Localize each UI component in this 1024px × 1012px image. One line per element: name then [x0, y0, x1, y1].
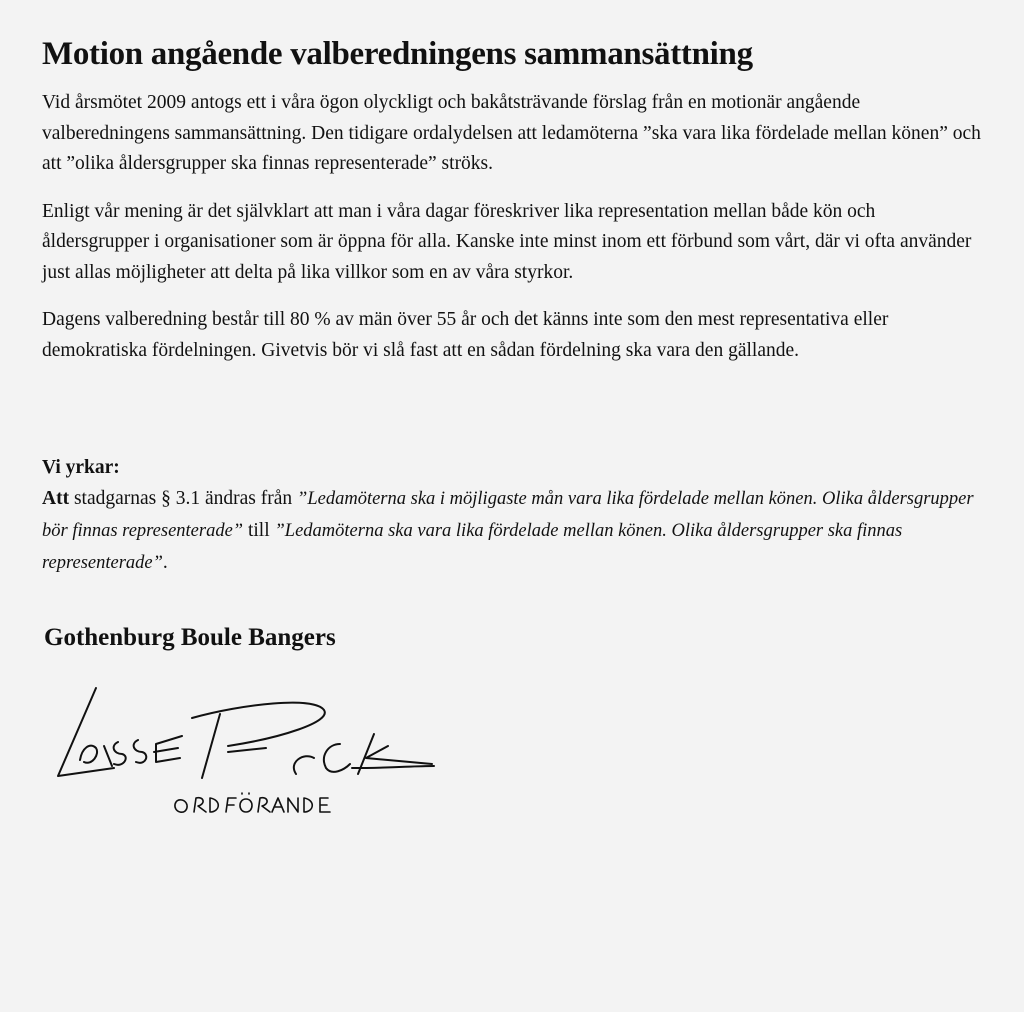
demand-text-middle: till — [243, 520, 275, 541]
paragraph-2: Enligt vår mening är det självklart att man i våra dagar föreskriver lika representation mellan både kön och åldersgrupper i organisationer som är öppna för alla. Kanske inte minst inom ett förbund som vårt, där vi ofta använder just allas möjligheter att delta på lika villkor som en av våra styrkor. — [42, 200, 972, 283]
demand-text-after: . — [162, 552, 168, 573]
demand-heading: Vi yrkar: — [42, 457, 120, 478]
document-body — [42, 88, 987, 383]
demand-section — [42, 452, 987, 579]
handwritten-signature — [52, 682, 452, 822]
demand-text — [42, 488, 974, 573]
paragraph-1: Vid årsmötet 2009 antogs ett i våra ögon olyckligt och bakåtsträvande förslag från en motionär angående valberedningens sammansättning. Den tidigare ordalydelsen att ledamöterna ”ska vara lika fördelade mellan könen” och att ”olika åldersgrupper ska finnas representerade” ströks. — [42, 92, 981, 174]
demand-quote-old: ”Ledamöterna ska i möjligaste mån vara lika fördelade mellan könen. Olika åldersgrupper bör finnas representerade” — [42, 489, 974, 541]
demand-text-before: stadgarnas § 3.1 ändras från — [69, 488, 298, 509]
paragraph-3: Dagens valberedning består till 80 % av män över 55 år och det känns inte som den mest representativa eller demokratiska fördelningen. Givetvis bör vi slå fast att en sådan fördelning ska vara den gällande. — [42, 309, 889, 361]
document-title: Motion angående valberedningens sammansättning — [42, 36, 753, 72]
organization-name: Gothenburg Boule Bangers — [44, 624, 336, 651]
demand-quote-new: ”Ledamöterna ska vara lika fördelade mellan könen. Olika åldersgrupper ska finnas representerade” — [42, 521, 903, 573]
demand-att: Att — [42, 488, 70, 509]
